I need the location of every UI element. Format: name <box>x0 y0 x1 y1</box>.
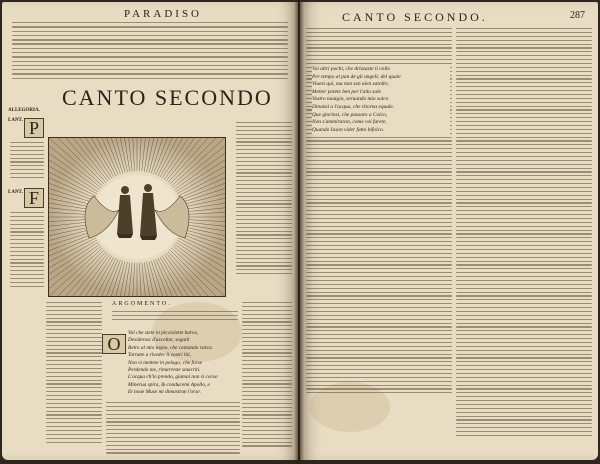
canto-verse-block <box>312 66 450 134</box>
sidenote-lant-1: LANT. <box>8 118 23 123</box>
verse-line: Desiderosi d'ascoltar, seguiti <box>128 337 190 344</box>
verse-line: Et noue Muse mi dimostran l'orse. <box>128 389 201 396</box>
left-page <box>2 2 298 460</box>
commentary-lower-left <box>46 302 102 445</box>
argument-text <box>112 311 238 323</box>
verse-line: Metter potete ben per l'alto sale <box>312 89 450 97</box>
verse-line: Minerua spira, & conducemi Apollo, e <box>128 381 210 388</box>
illustration-caption: ARGOMENTO. <box>112 301 172 307</box>
engraving-illustration <box>48 137 226 297</box>
verse-line: Viuesi qui, ma non sen uien satollo; <box>312 81 450 89</box>
verse-line: Retro al mio legno, che cantando varca. <box>128 344 213 351</box>
canto-title: CANTO SECONDO <box>62 85 273 110</box>
left-running-head: PARADISO <box>124 8 203 20</box>
commentary-lower-right <box>242 302 292 449</box>
argument-verse-block <box>128 330 240 397</box>
verse-line: Dinanzi a l'acqua, che ritorna equale. <box>312 104 450 112</box>
verse-line: Vostro nauigio, seruando mio solco <box>312 96 450 104</box>
sidenote-lant-2: LANT. <box>8 190 23 195</box>
commentary-right-column <box>236 122 292 277</box>
verse-line: L'acqua ch'io prendo, giamai non si corse: <box>128 374 219 381</box>
commentary-left-column-b <box>10 212 44 290</box>
drop-cap-v: O <box>102 334 126 354</box>
verse-line: Non s'ammiraron, come voi farete, <box>312 119 450 127</box>
verse-line: Non vi mettete in pelago; che forse <box>128 359 203 366</box>
commentary-right-column <box>456 28 592 439</box>
drop-cap-p: P <box>24 118 44 138</box>
verse-line: Que gloriosi, che passaro a Colco, <box>312 112 450 120</box>
commentary-left-column-a <box>10 142 44 181</box>
drop-cap-f: F <box>24 188 44 208</box>
verse-line: Tornate a riveder li vostri liti, <box>128 352 192 359</box>
book-gutter <box>294 0 304 464</box>
sunburst-engraving <box>49 138 225 296</box>
verse-line: Perdendo me, rimarreste smarriti. <box>128 367 201 374</box>
verse-line: Per tempo al pan de gli angeli; del quale <box>312 74 450 82</box>
verse-line: Voi altri pochi, che drizzaste il collo <box>312 66 450 74</box>
sidenote-allegoria: ALLEGORIA. <box>8 108 40 113</box>
verse-line: Quando Iason vider fatto bifolco. <box>312 127 450 135</box>
right-running-head: CANTO SECONDO. <box>342 10 488 24</box>
page-number: 287 <box>570 10 585 21</box>
verse-line: Vol che siete in picciolette barca, <box>128 330 199 336</box>
commentary-top <box>12 22 288 82</box>
right-page <box>300 2 598 460</box>
commentary-bottom <box>106 402 240 456</box>
